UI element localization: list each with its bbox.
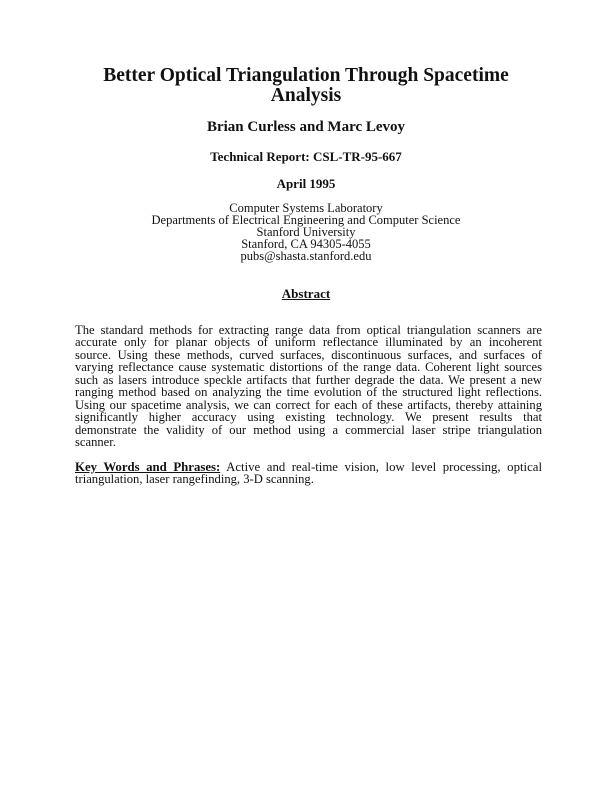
abstract-line: source. Using these methods, curved surfaces, discontinuous surfaces, and surfaces of [75,348,542,362]
abstract-line: demonstrate the validity of our method using a commercial laser stripe triangulation [75,423,542,437]
paper-title-line-1: Better Optical Triangulation Through Spacetime [103,65,509,86]
abstract-line: such as lasers introduce speckle artifacts that further degrade the data. We present a new [75,373,542,387]
abstract-line: scanner. [75,435,116,449]
paper-title-line-2: Analysis [270,85,342,106]
abstract-line: The standard methods for extracting range data from optical triangulation scanners are [75,323,542,337]
date: April 1995 [276,176,336,191]
abstract-line: Using our spacetime analysis, we can correct for each of these artifacts, thereby attaining [75,398,542,412]
abstract-line: accurate only for planar objects of uniform reflectance illuminated by an incoherent [75,335,542,349]
abstract-line: significantly higher accuracy using existing technology. We present results that [75,410,542,424]
keywords-line-2: triangulation, laser rangefinding, 3-D scanning. [75,472,314,486]
keywords-text: Active and real-time vision, low level processing, optical [226,460,543,474]
affiliation-lab: Computer Systems Laboratory [229,201,383,215]
affiliation-university: Stanford University [256,225,356,239]
affiliation-email: pubs@shasta.stanford.edu [240,249,372,263]
affiliation-address: Stanford, CA 94305-4055 [241,237,371,251]
affiliation-dept: Departments of Electrical Engineering and Computer Science [151,213,461,227]
authors: Brian Curless and Marc Levoy [206,119,406,135]
keywords-label: Key Words and Phrases: [75,460,221,474]
report-number: Technical Report: CSL-TR-95-667 [210,149,402,164]
abstract-line: ranging method based on analyzing the time evolution of the structured light reflections. [75,385,542,399]
abstract-line: varying reflectance cause systematic distortions of the range data. Coherent light sources [75,360,542,374]
abstract-heading: Abstract [281,286,331,301]
